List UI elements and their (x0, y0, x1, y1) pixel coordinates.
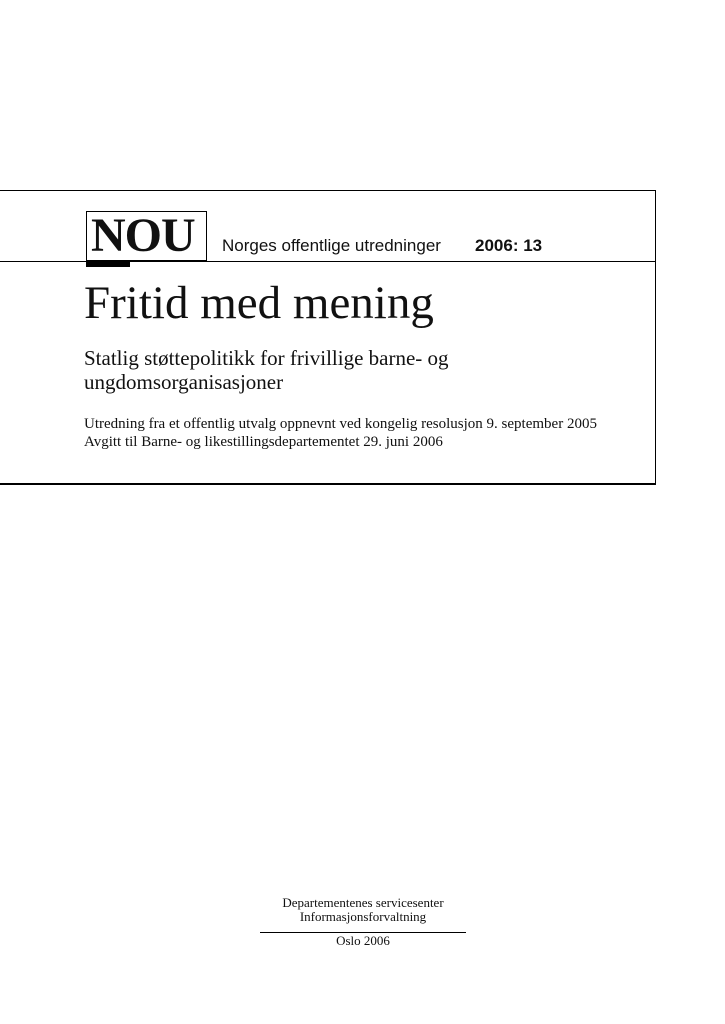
report-title: Fritid med mening (84, 277, 434, 329)
report-info (84, 415, 597, 451)
report-subtitle (84, 346, 604, 394)
publisher (260, 896, 466, 924)
publisher-line: Informasjonsforvaltning (299, 909, 427, 924)
appointment-line: Utredning fra et offentlig utvalg oppnevnt ved kongelig resolusjon 9. september 2005 (84, 416, 597, 432)
series-number: 2006: 13 (475, 236, 543, 255)
nou-logo-bar (86, 262, 130, 267)
publisher-line: Departementenes servicesenter (282, 895, 444, 910)
subtitle-line: Statlig støttepolitikk for frivillige barne- og (84, 346, 449, 370)
place-year: Oslo 2006 (336, 933, 390, 948)
nou-logo: NOU (91, 209, 195, 262)
series-name: Norges offentlige utredninger (222, 236, 441, 255)
submission-line: Avgitt til Barne- og likestillingsdepartementet 29. juni 2006 (84, 434, 443, 450)
subtitle-line: ungdomsorganisasjoner (84, 370, 284, 394)
